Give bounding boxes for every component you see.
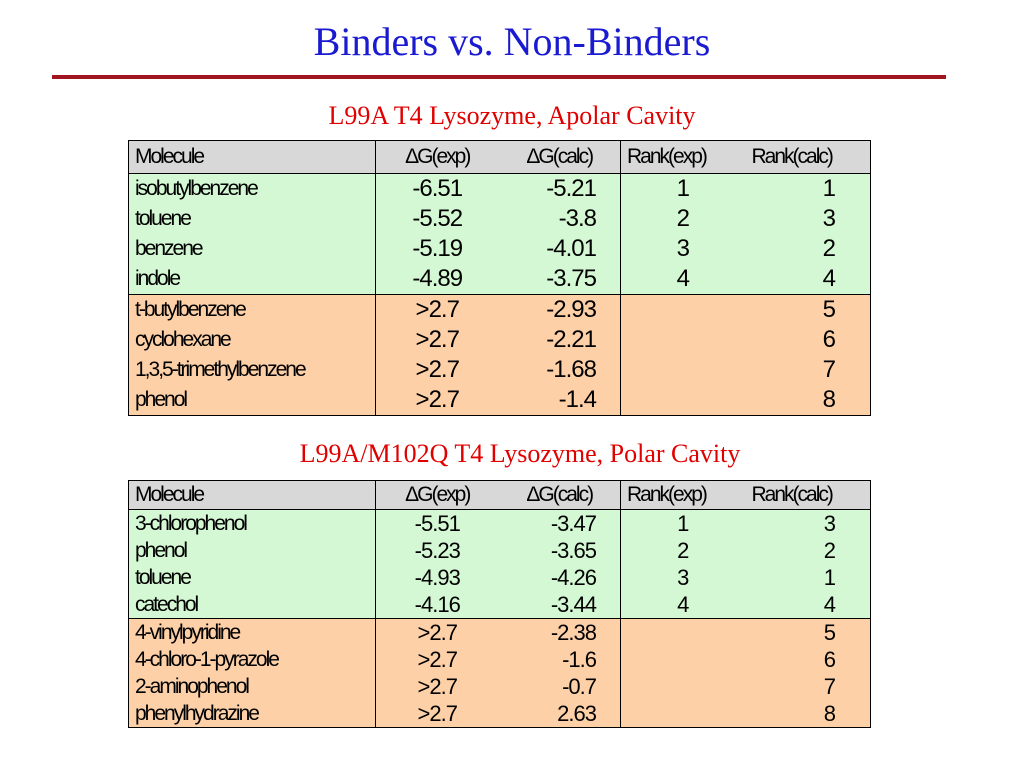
header-molecule: Molecule [129,141,376,174]
cell-rank-exp: 4 [621,591,746,619]
cell-dg-calc: -1.4 [499,385,621,416]
cell-molecule: catechol [129,591,376,619]
cell-rank-calc: 5 [746,295,871,326]
cell-dg-exp: -4.93 [376,564,499,591]
cell-dg-calc: -4.26 [499,564,621,591]
non-binder-row [129,325,871,355]
binder-row [129,537,871,564]
cell-rank-calc: 4 [746,591,871,619]
cell-rank-calc: 1 [746,174,871,205]
cell-dg-exp: -4.16 [376,591,499,619]
slide-title: Binders vs. Non-Binders [313,19,711,64]
header-dg-calc: ΔG(calc) [499,481,621,510]
cell-rank-exp [621,646,746,673]
cell-rank-exp [621,700,746,728]
header-rank-calc: Rank(calc) [746,481,871,510]
cell-molecule: toluene [129,564,376,591]
cell-rank-exp [621,325,746,355]
cell-molecule: phenylhydrazine [129,700,376,728]
cell-rank-calc: 3 [746,510,871,538]
cell-molecule: benzene [129,234,376,264]
cell-dg-exp: >2.7 [376,295,499,326]
cell-dg-exp: >2.7 [376,619,499,647]
cell-dg-exp: -4.89 [376,264,499,295]
cell-dg-calc: 2.63 [499,700,621,728]
cell-rank-calc: 8 [746,385,871,416]
header-rank-exp: Rank(exp) [621,481,746,510]
cell-rank-calc: 7 [746,355,871,385]
cell-dg-calc: -2.93 [499,295,621,326]
cell-dg-calc: -2.38 [499,619,621,647]
header-molecule: Molecule [129,481,376,510]
cell-dg-calc: -5.21 [499,174,621,205]
cell-rank-calc: 1 [746,564,871,591]
cell-molecule: isobutylbenzene [129,174,376,205]
cell-rank-exp: 1 [621,174,746,205]
cell-rank-exp: 3 [621,234,746,264]
header-dg-calc: ΔG(calc) [499,141,621,174]
cell-dg-calc: -3.75 [499,264,621,295]
non-binder-row [129,295,871,326]
cell-rank-exp [621,385,746,416]
binder-row [129,234,871,264]
cell-rank-calc: 6 [746,325,871,355]
non-binder-row [129,619,871,647]
cell-rank-exp [621,355,746,385]
cell-dg-exp: -6.51 [376,174,499,205]
binder-row [129,264,871,295]
cell-molecule: phenol [129,537,376,564]
cell-molecule: toluene [129,204,376,234]
cell-rank-exp: 2 [621,204,746,234]
polar-cavity-table [128,480,871,728]
header-rank-calc: Rank(calc) [746,141,871,174]
non-binder-row [129,646,871,673]
cell-dg-exp: -5.19 [376,234,499,264]
cell-dg-exp: >2.7 [376,325,499,355]
cell-dg-calc: -0.7 [499,673,621,700]
cell-rank-calc: 6 [746,646,871,673]
header-dg-exp: ΔG(exp) [376,141,499,174]
cell-rank-calc: 3 [746,204,871,234]
cell-molecule: cyclohexane [129,325,376,355]
cell-rank-exp: 3 [621,564,746,591]
cell-rank-calc: 4 [746,264,871,295]
cell-molecule: phenol [129,385,376,416]
cell-dg-exp: -5.23 [376,537,499,564]
binder-row [129,510,871,538]
cell-rank-calc: 2 [746,234,871,264]
cell-dg-calc: -2.21 [499,325,621,355]
cell-rank-calc: 7 [746,673,871,700]
table2-caption: L99A/M102Q T4 Lysozyme, Polar Cavity [299,439,741,468]
header-rank-exp: Rank(exp) [621,141,746,174]
cell-rank-exp: 2 [621,537,746,564]
cell-dg-calc: -3.47 [499,510,621,538]
table-header-row [129,481,871,510]
title-divider [52,75,946,79]
cell-dg-exp: >2.7 [376,385,499,416]
table-header-row [129,141,871,174]
binder-row [129,204,871,234]
binder-row [129,591,871,619]
cell-molecule: 3-chlorophenol [129,510,376,538]
cell-rank-calc: 8 [746,700,871,728]
cell-dg-exp: >2.7 [376,700,499,728]
binder-row [129,174,871,205]
binder-row [129,564,871,591]
non-binder-row [129,673,871,700]
cell-dg-calc: -1.68 [499,355,621,385]
cell-rank-calc: 2 [746,537,871,564]
cell-dg-exp: >2.7 [376,646,499,673]
cell-dg-calc: -3.8 [499,204,621,234]
non-binder-row [129,385,871,416]
non-binder-row [129,700,871,728]
cell-rank-exp [621,295,746,326]
cell-rank-exp [621,673,746,700]
cell-dg-calc: -4.01 [499,234,621,264]
non-binder-row [129,355,871,385]
header-dg-exp: ΔG(exp) [376,481,499,510]
cell-molecule: 4-chloro-1-pyrazole [129,646,376,673]
cell-dg-exp: >2.7 [376,355,499,385]
cell-dg-calc: -1.6 [499,646,621,673]
cell-rank-exp [621,619,746,647]
cell-dg-exp: -5.52 [376,204,499,234]
cell-dg-calc: -3.65 [499,537,621,564]
cell-rank-exp: 4 [621,264,746,295]
cell-dg-calc: -3.44 [499,591,621,619]
cell-molecule: indole [129,264,376,295]
cell-molecule: t-butylbenzene [129,295,376,326]
table1-caption: L99A T4 Lysozyme, Apolar Cavity [328,101,696,130]
cell-dg-exp: -5.51 [376,510,499,538]
cell-molecule: 1,3,5-trimethylbenzene [129,355,376,385]
apolar-cavity-table [128,140,871,416]
cell-dg-exp: >2.7 [376,673,499,700]
cell-rank-exp: 1 [621,510,746,538]
cell-molecule: 2-aminophenol [129,673,376,700]
cell-rank-calc: 5 [746,619,871,647]
cell-molecule: 4-vinylpyridine [129,619,376,647]
